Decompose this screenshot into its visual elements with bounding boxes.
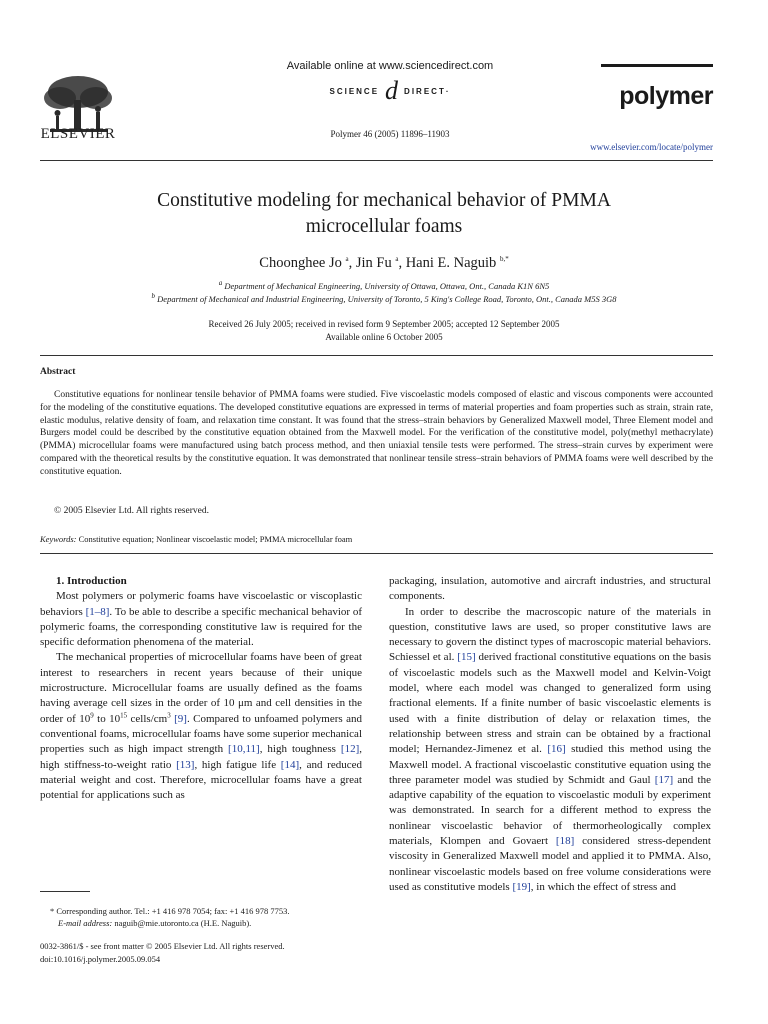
author-name: Hani E. Naguib <box>405 255 497 271</box>
sciencedirect-symbol: d <box>385 76 399 105</box>
author-affil-mark: b,* <box>499 255 509 264</box>
abstract-body: Constitutive equations for nonlinear tensile behavior of PMMA foams were studied. Five viscoelastic models composed of elastic and viscous components were accounted for the modeling of the constitutive equations. The developed constitutive equations are expressed in terms of material properties and foam properties such as strain, strain rate, elastic modulus, relative density of foam, and relaxation time constant. It was found that the stress–strain behaviors by Generalized Maxwell model, Three Element model and Burgers model could be described by the constitutive equation obtained from the Maxwell model. For the verification of the constitutive model, poly(methyl methacrylate) (PMMA) microcellular foams were manufactured using batch process method, and then uniaxial tensile tests were performed. The stress–strain curves by experiment were compared with the theoretical results by the constitutive equation. It was demonstrated that nonlinear tensile stress–strain behaviors of PMMA foams were well described by the constitutive equation. <box>40 390 713 477</box>
intro-paragraph-1: Most polymers or polymeric foams have viscoelastic or viscoplastic behaviors [1–8]. To be able to describe a specific mechanical behavior of polymeric foams, the corresponding constitutive law is required for the specific deformation phenomena of the material. <box>40 590 362 649</box>
author-name: Jin Fu <box>355 255 392 271</box>
keywords-list: Constitutive equation; Nonlinear viscoelastic model; PMMA microcellular foam <box>78 534 353 544</box>
author-name: Choonghee Jo <box>259 255 342 271</box>
available-date: Available online 6 October 2005 <box>325 332 443 342</box>
journal-name: polymer <box>619 82 713 110</box>
left-column <box>40 574 362 803</box>
email-label: E-mail address: <box>58 918 113 928</box>
affiliation-mark: b <box>151 292 156 301</box>
article-dates <box>60 318 708 344</box>
intro-paragraph-continued: packaging, insulation, automotive and aircraft industries, and structural components. <box>389 575 711 603</box>
affiliation-line <box>60 293 708 306</box>
received-dates: Received 26 July 2005; received in revised form 9 September 2005; accepted 12 September 2005 <box>208 319 560 329</box>
abstract-top-rule <box>40 355 713 356</box>
footnote-rule <box>40 891 90 892</box>
author-list: Choonghee Jo $^a$, Jin Fu $^a$, Hani E. Naguib $^{b,*}$ <box>259 255 509 271</box>
issn-line: 0032-3861/$ - see front matter © 2005 Elsevier Ltd. All rights reserved. <box>40 941 285 951</box>
affiliation-mark: a <box>218 279 223 288</box>
abstract-copyright: © 2005 Elsevier Ltd. All rights reserved. <box>54 506 209 516</box>
citation-link[interactable]: [1–8] <box>85 605 110 618</box>
affiliations <box>60 280 708 306</box>
keywords <box>40 534 352 544</box>
sciencedirect-logo <box>230 78 550 104</box>
affiliation-line <box>60 280 708 293</box>
citation-link[interactable]: [12] <box>340 743 360 756</box>
right-column <box>389 574 711 895</box>
corresponding-footnote <box>40 905 362 929</box>
citation-link[interactable]: [14] <box>280 758 300 771</box>
abstract-heading: Abstract <box>40 367 76 377</box>
intro-paragraph-3: In order to describe the macroscopic nature of the materials in question, constitutive laws are used, so proper constitutive laws are necessary to govern the distinct types of macroscopic material behaviors. Schiessel et al. [15] derived fractional constitutive equations on the basis of viscoelastic models such as the Maxwell model and Kelvin-Voigt model, where each model was changed to generalized form using fractional elements. If a finite number of basic viscoelastic elements is used with a finite distribution of delay or relaxation times, the relationship between stress and strain can be obtained by a fractional model; Hernandez-Jimenez et al. [16] studied this method using the Maxwell model. A fractional viscoelastic constitutive equation using the three parameter model was studied by Schmidt and Gaul [17] and the adaptive capability of the equation to viscoelastic moduli by experiment was demonstrated. In search for a different method to express the nonlinear viscoelastic behavior of thermorheologically complex materials, Klompen and Govaert [18] considered stress-dependent viscosity in Generalized Maxwell model and applied it to PMMA. Also, nonlinear viscoelastic models based on free volume considerations were used as constitutive models [19], in which the effect of stress and <box>389 605 711 893</box>
citation-link[interactable]: [15] <box>457 651 476 664</box>
affiliation-text: Department of Mechanical Engineering, University of Ottawa, Ottawa, Ont., Canada K1N 6N5 <box>224 281 550 291</box>
keywords-label: Keywords: <box>40 534 77 544</box>
citation-link[interactable]: [17] <box>654 773 674 786</box>
citation-link[interactable]: [16] <box>547 743 566 756</box>
citation-link[interactable]: [13] <box>176 758 195 771</box>
journal-rule <box>601 64 713 67</box>
author-affil-mark: a <box>345 255 349 264</box>
doi-line[interactable]: doi:10.1016/j.polymer.2005.09.054 <box>40 953 161 964</box>
corresponding-author: * Corresponding author. Tel.: +1 416 978 7054; fax: +1 416 978 7753. <box>50 906 290 916</box>
citation-link[interactable]: [19] <box>512 880 531 893</box>
citation-link[interactable]: [9] <box>174 712 187 725</box>
email-address[interactable]: naguib@mie.utoronto.ca (H.E. Naguib). <box>112 918 252 928</box>
header-divider <box>40 160 713 161</box>
intro-paragraph-2: The mechanical properties of microcellular foams have been of great interest to researchers in recent years because of their unique microstructure. Microcellular foams are usually defined as the foams having average cell sizes in the order of 10 μm and cell densities in the order of $10^9$ to $10^{15}$ cells/$cm^3$ [9]. Compared to unfoamed polymers and conventional foams, microcellular foams have some superior mechanical properties such as high impact strength [10,11], high toughness [12], high stiffness-to-weight ratio [13], high fatigue life [14], and reduced material weight and cost. Therefore, microcellular foams have a great potential for applications such as <box>40 651 362 802</box>
title-line-1: Constitutive modeling for mechanical behavior of PMMA <box>157 190 611 211</box>
author-affil-mark: a <box>395 255 399 264</box>
section-heading: 1. Introduction <box>56 575 127 587</box>
front-matter <box>40 940 362 965</box>
publisher-name: ELSEVIER <box>40 126 116 142</box>
sciencedirect-right: DIRECT· <box>404 86 451 96</box>
citation-link[interactable]: [10,11] <box>228 743 260 756</box>
title-line-2: microcellular foams <box>305 216 463 237</box>
citation-link[interactable]: [18] <box>555 835 575 848</box>
sciencedirect-left: SCIENCE <box>329 86 380 96</box>
abstract-bottom-rule <box>40 553 713 554</box>
journal-url-link[interactable]: www.elsevier.com/locate/polymer <box>590 142 713 152</box>
article-title <box>60 188 708 240</box>
available-online-text: Available online at www.sciencedirect.com <box>286 60 494 72</box>
affiliation-text: Department of Mechanical and Industrial Engineering, University of Toronto, 5 King's College Road, Toronto, Ont., Canada M5S 3G8 <box>157 294 617 304</box>
journal-citation: Polymer 46 (2005) 11896–11903 <box>330 129 450 139</box>
